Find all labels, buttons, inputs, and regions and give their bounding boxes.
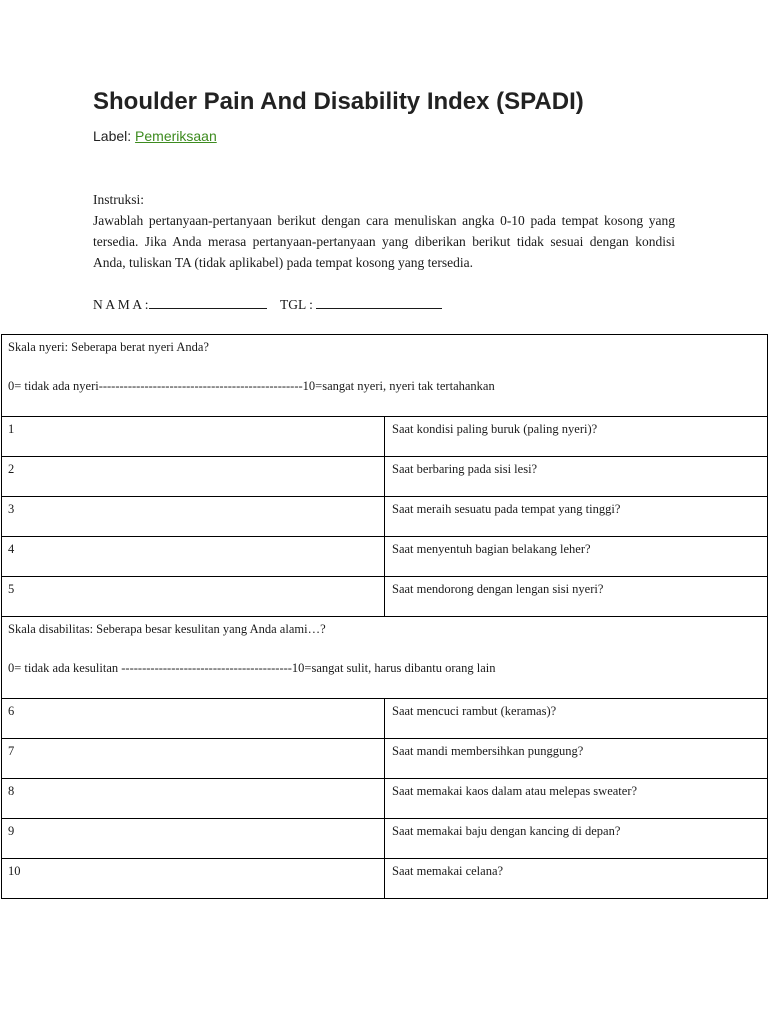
instructions-heading: Instruksi: [93, 192, 145, 207]
disability-scale-range: 0= tidak ada kesulitan -----------------------------------------10=sangat sulit, harus dibantu orang lain [8, 661, 496, 675]
table-row [2, 699, 768, 739]
item-question[interactable]: Saat meraih sesuatu pada tempat yang tinggi? [385, 497, 768, 537]
page-title: Shoulder Pain And Disability Index (SPADI) [93, 88, 584, 115]
pain-scale-header-row [2, 335, 768, 417]
item-number: 6 [2, 699, 385, 739]
item-number: 9 [2, 819, 385, 859]
item-number: 1 [2, 417, 385, 457]
pain-scale-range: 0= tidak ada nyeri-------------------------------------------------10=sangat nyeri, nyeri tak tertahankan [8, 379, 495, 393]
instructions-body: Jawablah pertanyaan-pertanyaan berikut dengan cara menuliskan angka 0-10 pada tempat kosong yang tersedia. Jika Anda merasa pertanyaan-pertanyaan yang diberikan berikut tidak sesuai dengan kondisi Anda, tuliskan TA (tidak aplikabel) pada tempat kosong yang tersedia. [93, 213, 675, 270]
label-link-pemeriksaan[interactable]: Pemeriksaan [135, 128, 217, 144]
table-row [2, 537, 768, 577]
name-label: N A M A : [93, 297, 149, 312]
item-question[interactable]: Saat mendorong dengan lengan sisi nyeri? [385, 577, 768, 617]
table-row [2, 457, 768, 497]
item-question[interactable]: Saat memakai kaos dalam atau melepas sweater? [385, 779, 768, 819]
label-prefix: Label: [93, 128, 132, 144]
item-question[interactable]: Saat mandi membersihkan punggung? [385, 739, 768, 779]
item-number: 7 [2, 739, 385, 779]
name-blank-field[interactable] [149, 294, 267, 309]
item-question[interactable]: Saat menyentuh bagian belakang leher? [385, 537, 768, 577]
table-row [2, 859, 768, 899]
item-number: 3 [2, 497, 385, 537]
table-row [2, 577, 768, 617]
item-question[interactable]: Saat kondisi paling buruk (paling nyeri)? [385, 417, 768, 457]
pain-scale-cell [2, 335, 768, 417]
table-row [2, 497, 768, 537]
spadi-table [1, 334, 768, 899]
disability-scale-question: Skala disabilitas: Seberapa besar kesulitan yang Anda alami…? [8, 622, 326, 636]
item-number: 10 [2, 859, 385, 899]
name-date-line [93, 294, 442, 315]
item-number: 5 [2, 577, 385, 617]
table-row [2, 779, 768, 819]
item-number: 4 [2, 537, 385, 577]
item-number: 2 [2, 457, 385, 497]
label-line [93, 127, 217, 145]
date-blank-field[interactable] [316, 294, 442, 309]
table-row [2, 819, 768, 859]
item-question[interactable]: Saat memakai celana? [385, 859, 768, 899]
item-question[interactable]: Saat berbaring pada sisi lesi? [385, 457, 768, 497]
item-question[interactable]: Saat memakai baju dengan kancing di depan? [385, 819, 768, 859]
item-number: 8 [2, 779, 385, 819]
table-row [2, 739, 768, 779]
pain-scale-question: Skala nyeri: Seberapa berat nyeri Anda? [8, 340, 209, 354]
disability-scale-header-row [2, 617, 768, 699]
disability-scale-cell [2, 617, 768, 699]
table-row [2, 417, 768, 457]
date-label: TGL : [280, 297, 313, 312]
item-question[interactable]: Saat mencuci rambut (keramas)? [385, 699, 768, 739]
